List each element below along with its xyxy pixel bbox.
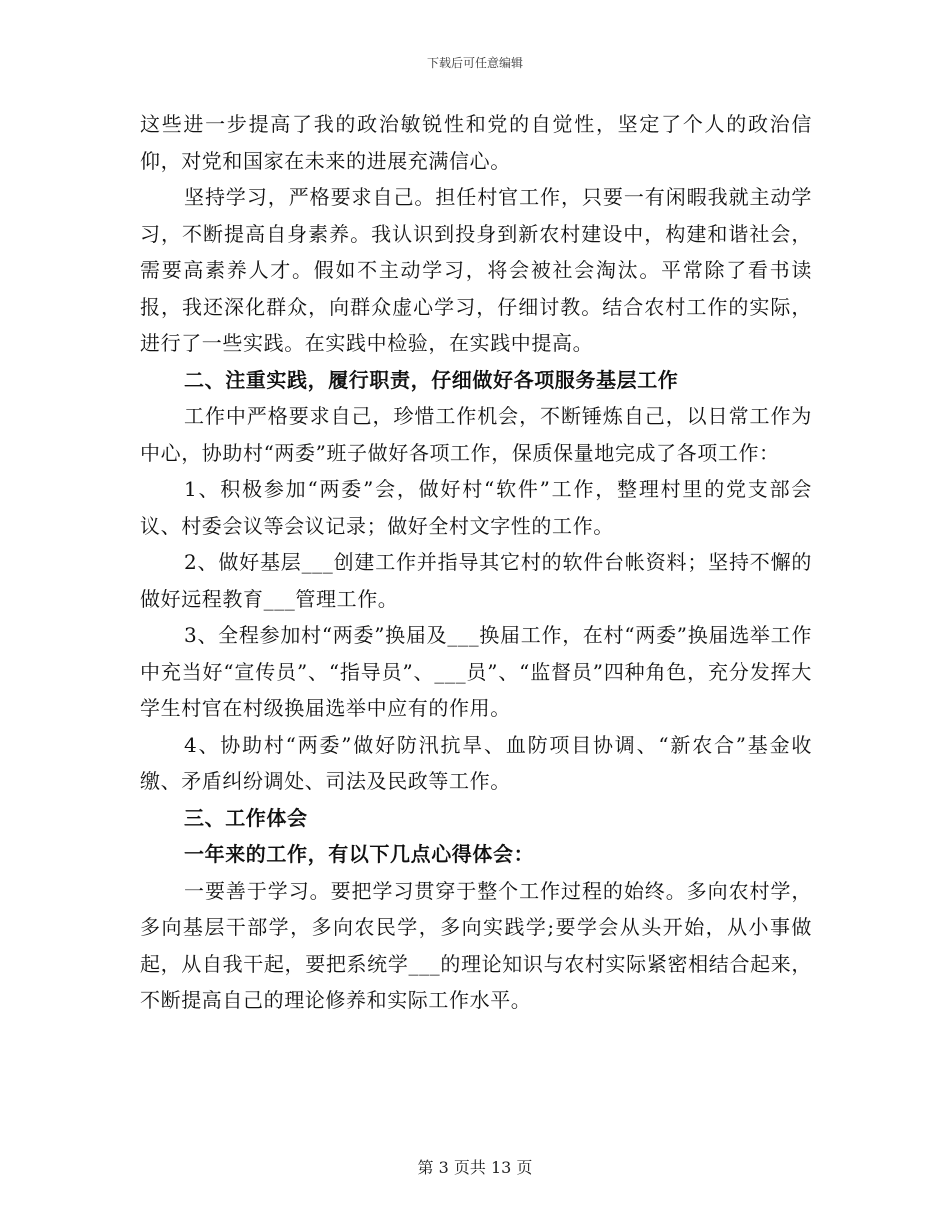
paragraph-continuation: 这些进一步提高了我的政治敏锐性和党的自觉性，坚定了个人的政治信仰，对党和国家在未来的进展充满信心。: [140, 112, 812, 173]
document-body: [140, 106, 812, 1019]
list-item-3: 3、全程参加村“两委”换届及___换届工作，在村“两委”换届选举工作中充当好“宣传员”、“指导员”、___员”、“监督员”四种角色，充分发挥大学生村官在村级换届选举中应有的作用。: [140, 623, 812, 720]
list-item-1: 1、积极参加“两委”会，做好村“软件”工作，整理村里的党支部会议、村委会议等会议记录；做好全村文字性的工作。: [140, 477, 812, 538]
section-heading-three: 三、工作体会: [184, 805, 308, 830]
page-header: 下载后可任意编辑: [426, 56, 523, 70]
list-item-4: 4、协助村“两委”做好防汛抗旱、血防项目协调、“新农合”基金收缴、矛盾纠纷调处、司法及民政等工作。: [140, 732, 812, 793]
paragraph-learning: 一要善于学习。要把学习贯穿于整个工作过程的始终。多向农村学，多向基层干部学，多向农民学，多向实践学;要学会从头开始，从小事做起，从自我干起，要把系统学___的理论知识与农村实际紧密相结合起来，不断提高自己的理论修养和实际工作水平。: [140, 878, 812, 1012]
section-heading-two: 二、注重实践，履行职责，仔细做好各项服务基层工作: [184, 367, 679, 392]
paragraph-work-intro: 工作中严格要求自己，珍惜工作机会，不断锤炼自己，以日常工作为中心，协助村“两委”班子做好各项工作，保质保量地完成了各项工作：: [140, 404, 812, 465]
paragraph-study: 坚持学习，严格要求自己。担任村官工作，只要一有闲暇我就主动学习，不断提高自身素养。我认识到投身到新农村建设中，构建和谐社会，需要高素养人才。假如不主动学习，将会被社会淘汰。平常除了看书读报，我还深化群众，向群众虚心学习，仔细讨教。结合农村工作的实际，进行了一些实践。在实践中检验，在实践中提高。: [140, 185, 812, 355]
page-number: 第 3 页共 13 页: [417, 1158, 533, 1177]
subheading-experience: 一年来的工作，有以下几点心得体会：: [184, 842, 535, 866]
list-item-2: 2、做好基层___创建工作并指导其它村的软件台帐资料；坚持不懈的做好远程教育___管理工作。: [140, 550, 812, 611]
